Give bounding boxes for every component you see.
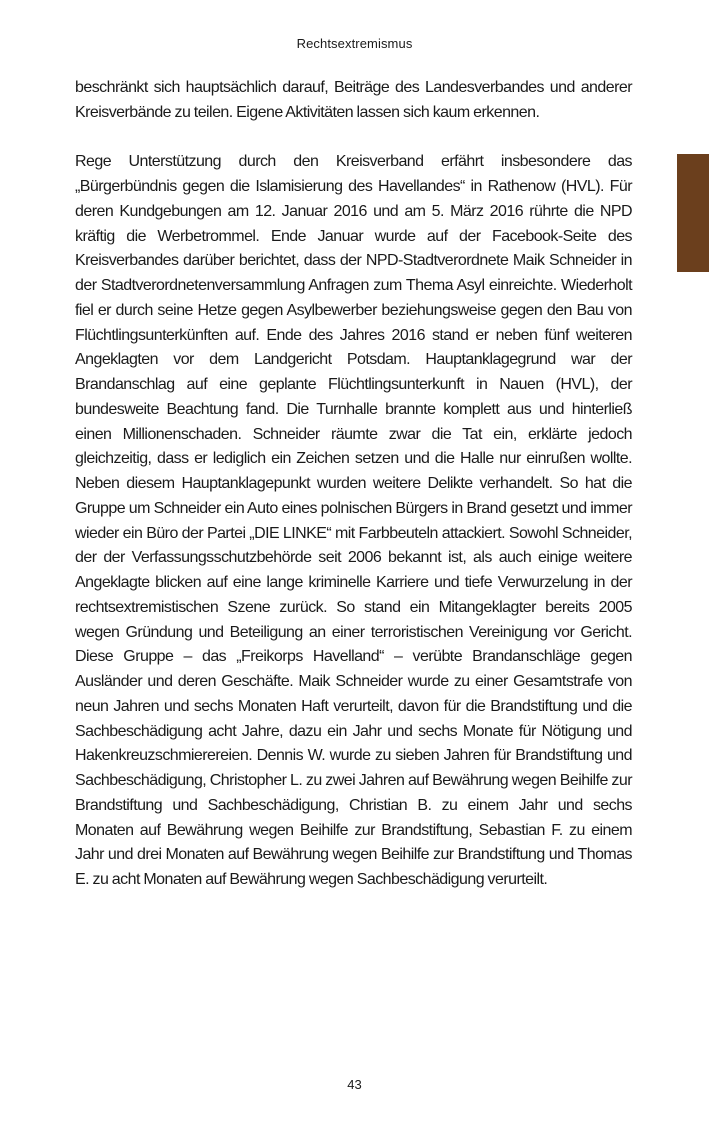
page-number: 43 bbox=[347, 1077, 362, 1092]
paragraph-1: beschränkt sich hauptsächlich darauf, Beiträge des Landesverbandes und anderer Kreisverbände zu teilen. Eigene Aktivitäten lassen sich kaum erkennen. bbox=[75, 79, 632, 121]
section-tab-marker bbox=[677, 154, 709, 272]
running-header: Rechtsextremismus bbox=[296, 36, 413, 51]
body-text bbox=[75, 76, 632, 893]
paragraph-2: Rege Unterstützung durch den Kreisverband erfährt insbesondere das „Bürgerbündnis gegen die Islamisierung des Havellandes“ in Rathenow (HVL). Für deren Kundgebungen am 12. Januar 2016 und am 5. März 2016 rührte die NPD kräftig die Werbetrommel. Ende Januar wurde auf der Facebook-Seite des Kreisverbandes darüber berichtet, dass der NPD-Stadtverordnete Maik Schneider in der Stadtverordnetenversammlung Anfragen zum Thema Asyl einreichte. Wiederholt fiel er durch seine Hetze gegen Asylbewerber beziehungsweise gegen den Bau von Flüchtlingsunterkünften auf. Ende des Jahres 2016 stand er neben fünf weiteren Angeklagten vor dem Landgericht Potsdam. Hauptanklagegrund war der Brandanschlag auf eine geplante Flüchtlingsunterkunft in Nauen (HVL), der bundesweite Beachtung fand. Die Turnhalle brannte komplett aus und hinterließ einen Millionenschaden. Schneider räumte zwar die Tat ein, erklärte jedoch gleichzeitig, dass er lediglich ein Zeichen setzen und die Halle nur einrußen wollte. Neben diesem Hauptanklagepunkt wurden weitere Delikte verhandelt. So hat die Gruppe um Schneider ein Auto eines polnischen Bürgers in Brand gesetzt und immer wieder ein Büro der Partei „DIE LINKE“ mit Farbbeuteln attackiert. Sowohl Schneider, der der Verfassungsschutzbehörde seit 2006 bekannt ist, als auch einige weitere Angeklagte blicken auf eine lange kriminelle Karriere und tiefe Verwurzelung in der rechtsextremistischen Szene zurück. So stand ein Mitangeklagter bereits 2005 wegen Gründung und Beteiligung an einer terroristischen Vereinigung vor Gericht. Diese Gruppe – das „Freikorps Havelland“ – verübte Brandanschläge gegen Ausländer und deren Geschäfte. Maik Schneider wurde zu einer Gesamtstrafe von neun Jahren und sechs Monaten Haft verurteilt, davon für die Brandstiftung und die Sachbeschädigung acht Jahre, dazu ein Jahr und sechs Monate für Nötigung und Hakenkreuzschmierereien. Dennis W. wurde zu sieben Jahren für Brandstiftung und Sachbeschädigung, Christopher L. zu zwei Jahren auf Bewährung wegen Beihilfe zur Brandstiftung und Sachbeschädigung, Christian B. zu einem Jahr und sechs Monaten auf Bewährung wegen Beihilfe zur Brandstiftung, Sebastian F. zu einem Jahr und drei Monaten auf Bewährung wegen Beihilfe zur Brandstiftung und Thomas E. zu acht Monaten auf Bewährung wegen Sachbeschädigung verurteilt. bbox=[75, 153, 632, 888]
